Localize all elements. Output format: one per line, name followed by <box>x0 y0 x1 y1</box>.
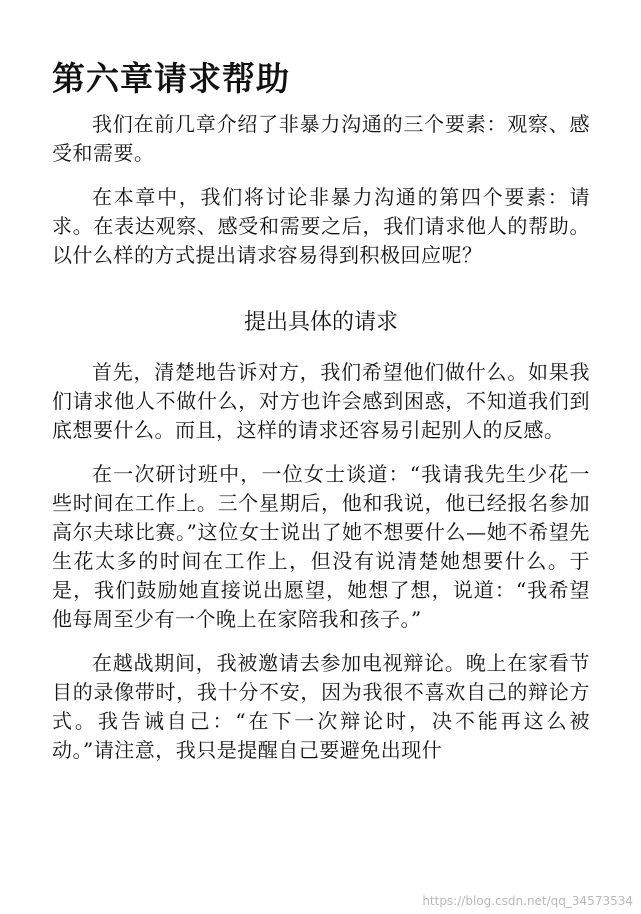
intro-paragraph-2: 在本章中，我们将讨论非暴力沟通的第四个要素：请求。在表达观察、感受和需要之后，我们请求他人的帮助。以什么样的方式提出请求容易得到积极回应呢？ <box>52 185 590 267</box>
chapter-title: 第六章请求帮助 <box>52 59 290 98</box>
section-paragraph-1: 首先，清楚地告诉对方，我们希望他们做什么。如果我们请求他人不做什么，对方也许会感到困惑，不知道我们到底想要什么。而且，这样的请求还容易引起别人的反感。 <box>52 360 590 442</box>
section-paragraph-3: 在越战期间，我被邀请去参加电视辩论。晚上在家看节目的录像带时，我十分不安，因为我很不喜欢自己的辩论方式。我告诫自己：“在下一次辩论时，决不能再这么被动。”请注意，我只是提醒自己要避免出现什 <box>52 651 590 762</box>
section-paragraph-2: 在一次研讨班中，一位女士谈道：“我请我先生少花一些时间在工作上。三个星期后，他和我说，他已经报名参加高尔夫球比赛。”这位女士说出了她不想要什么—她不希望先生花太多的时间在工作上，但没有说清楚她想要什么。于是，我们鼓励她直接说出愿望，她想了想，说道：“我希望他每周至少有一个晚上在家陪我和孩子。” <box>52 462 590 631</box>
watermark-url: https://blog.csdn.net/qq_34573534 <box>422 894 633 908</box>
document-page <box>52 56 590 780</box>
intro-paragraph-1: 我们在前几章介绍了非暴力沟通的三个要素：观察、感受和需要。 <box>52 112 590 165</box>
section-title: 提出具体的请求 <box>243 310 398 335</box>
